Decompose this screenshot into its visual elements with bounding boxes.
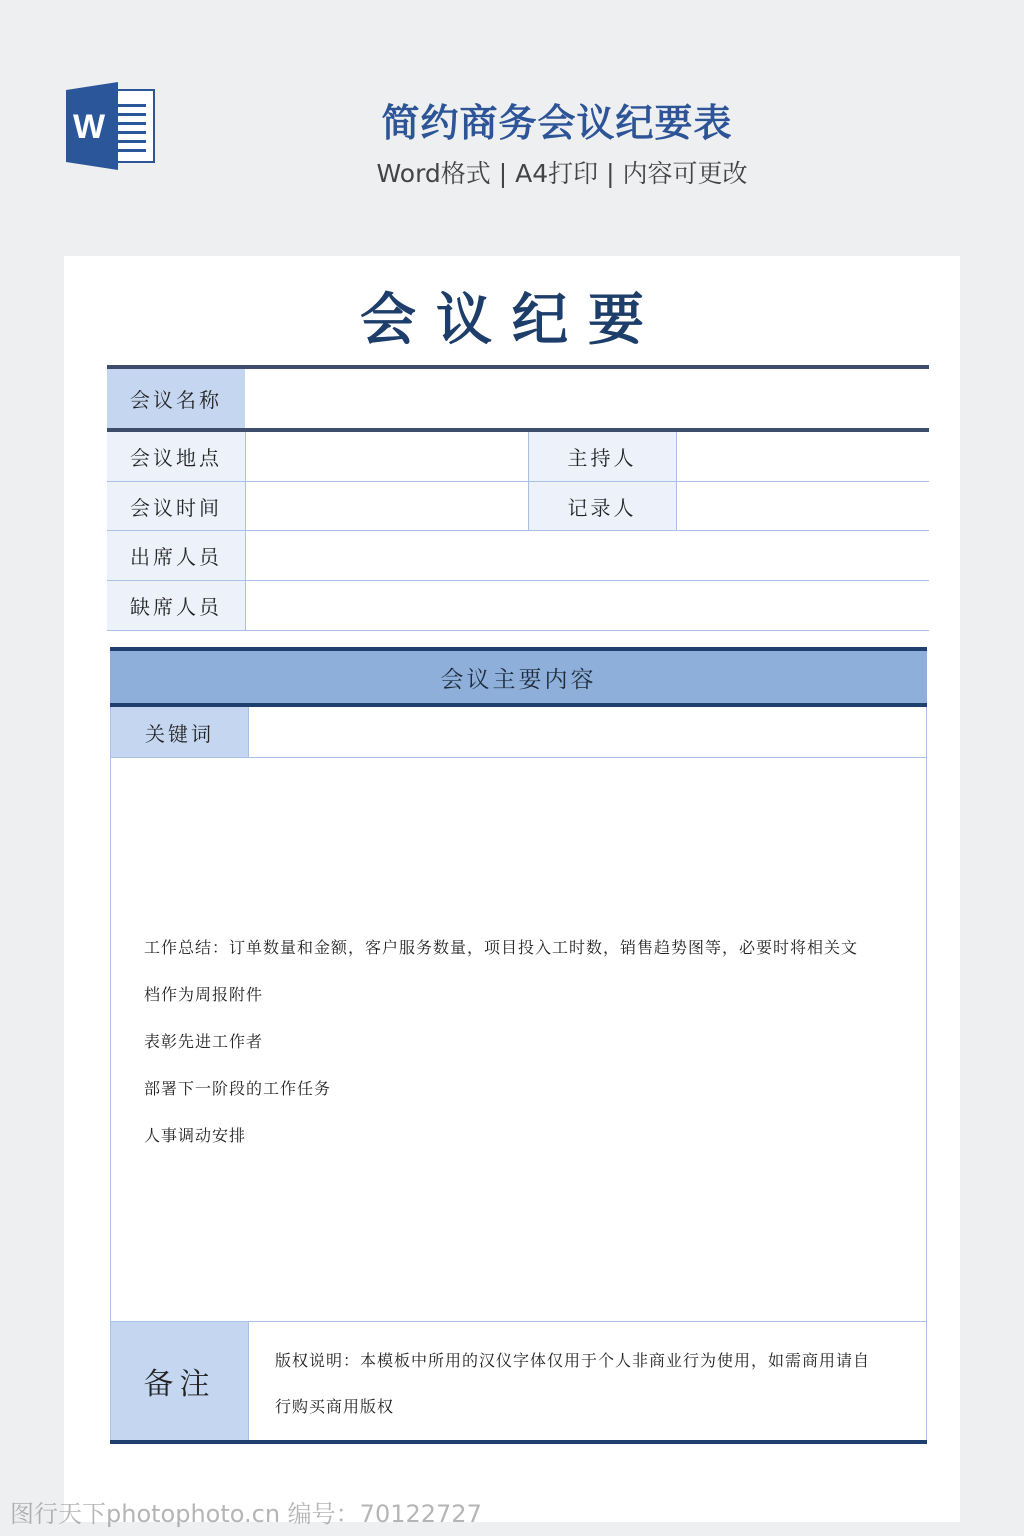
word-icon-letter: W [72, 108, 106, 146]
absentees-label: 缺席人员 [107, 581, 245, 630]
meeting-name-label: 会议名称 [107, 369, 245, 428]
location-field[interactable] [245, 432, 528, 481]
time-field[interactable] [245, 482, 528, 530]
host-field[interactable] [676, 432, 929, 481]
remarks-line: 版权说明：本模板中所用的汉仪字体仅用于个人非商业行为使用，如需商用请自 [275, 1351, 871, 1370]
remarks-line: 行购买商用版权 [275, 1397, 395, 1416]
keywords-field[interactable] [248, 707, 926, 757]
row-divider [107, 630, 929, 631]
content-line: 档作为周报附件 [144, 985, 264, 1004]
column-divider [528, 432, 529, 530]
header-subtitle: Word格式 | A4打印 | 内容可更改 [376, 159, 748, 188]
content-line: 工作总结：订单数量和金额，客户服务数量，项目投入工时数，销售趋势图等，必要时将相关文 [144, 938, 859, 957]
content-line: 表彰先进工作者 [144, 1032, 264, 1051]
absentees-field[interactable] [245, 581, 929, 630]
column-divider [248, 707, 249, 757]
column-divider [676, 432, 677, 530]
keywords-label: 关键词 [111, 707, 248, 757]
host-label: 主持人 [528, 432, 676, 481]
recorder-label: 记录人 [528, 482, 676, 530]
attendees-field[interactable] [245, 531, 929, 580]
document-title: 会议纪要 [360, 287, 664, 353]
content-right-border [926, 707, 927, 1442]
recorder-field[interactable] [676, 482, 929, 530]
content-line: 人事调动安排 [144, 1126, 247, 1145]
content-section-heading: 会议主要内容 [110, 651, 927, 703]
time-label: 会议时间 [107, 482, 245, 530]
remarks-field[interactable] [249, 1322, 926, 1440]
section-bottom-rule [110, 1440, 927, 1444]
column-divider [245, 432, 246, 630]
header-title: 简约商务会议纪要表 [381, 101, 733, 145]
remarks-label: 备注 [111, 1322, 248, 1440]
attendees-label: 出席人员 [107, 531, 245, 580]
meeting-name-field[interactable] [245, 369, 929, 428]
content-line: 部署下一阶段的工作任务 [144, 1079, 332, 1098]
watermark: 图行天下photophoto.cn 编号：70122727 [10, 1500, 482, 1528]
location-label: 会议地点 [107, 432, 245, 481]
